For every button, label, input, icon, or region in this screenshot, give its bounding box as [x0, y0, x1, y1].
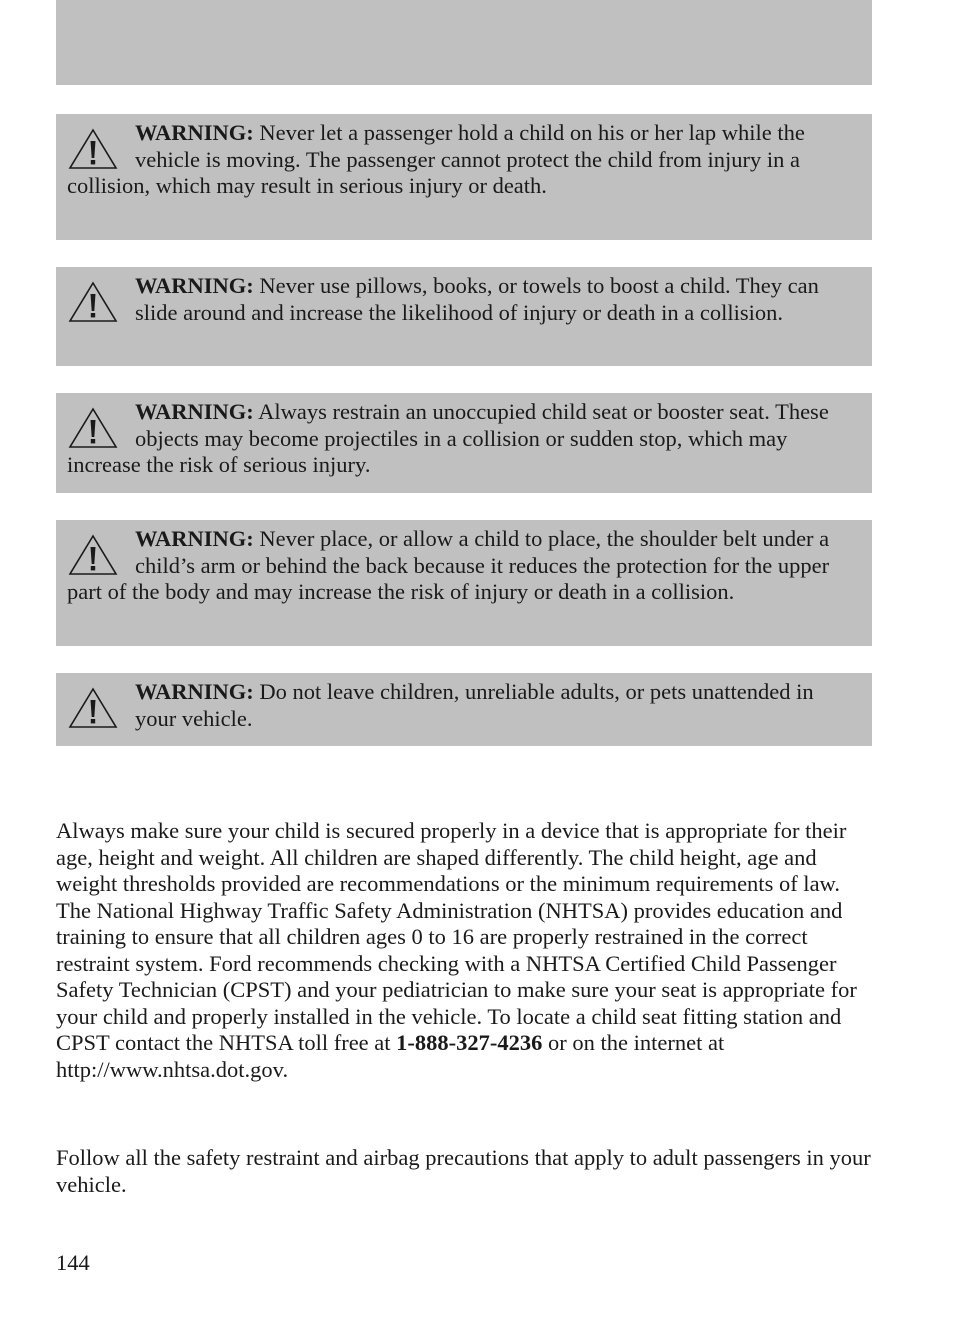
- nhtsa-phone-number: 1-888-327-4236: [396, 1030, 543, 1055]
- warning-box-unoccupied-seat: [56, 393, 872, 493]
- warning-triangle-icon: [67, 280, 119, 324]
- warning-triangle-icon: [67, 686, 119, 730]
- paragraph-text: Always make sure your child is secured properly in a device that is appropriate for their age, height and weight. All children are shaped differently. The child height, age and weight thresholds provided are recommendations or the minimum requirements of law. The National Highway Traffic Safety Administration (NHTSA) provides education and training to ensure that all children ages 0 to 16 are properly restrained in the correct restraint system. Ford recommends checking with a NHTSA Certified Child Passenger Safety Technician (CPST) and your pediatrician to make sure your seat is appropriate for your child and properly installed in the vehicle. To locate a child seat fitting station and CPST contact the NHTSA toll free at: [56, 818, 857, 1055]
- warning-box-boost-child: [56, 267, 872, 366]
- paragraph-text: Follow all the safety restraint and airbag precautions that apply to adult passengers in your vehicle.: [56, 1145, 871, 1197]
- warning-triangle-icon: [67, 406, 119, 450]
- warning-text: Always restrain an unoccupied child seat or booster seat. These objects may become projectiles in a collision or sudden stop, which may increase the risk of serious injury.: [67, 399, 829, 477]
- warning-text: Never let a passenger hold a child on his or her lap while the vehicle is moving. The passenger cannot protect the child from injury in a collision, which may result in serious injury or death.: [67, 120, 805, 198]
- warning-box-unattended: [56, 673, 872, 746]
- body-paragraph-adult-precautions: [56, 1145, 876, 1198]
- warning-text: Never place, or allow a child to place, the shoulder belt under a child’s arm or behind the back because it reduces the protection for the upper part of the body and may increase the risk of injury or death in a collision.: [67, 526, 830, 604]
- warning-triangle-icon: [67, 533, 119, 577]
- warning-box-passenger-lap: [56, 114, 872, 240]
- page-number: 144: [56, 1250, 90, 1275]
- warning-label: WARNING:: [135, 526, 254, 551]
- warning-label: WARNING:: [135, 399, 254, 424]
- warning-label: WARNING:: [135, 273, 254, 298]
- warning-box-shoulder-belt: [56, 520, 872, 646]
- warning-triangle-icon: [67, 127, 119, 171]
- warning-text: Do not leave children, unreliable adults, or pets unattended in your vehicle.: [135, 679, 814, 731]
- warning-text: Never use pillows, books, or towels to boost a child. They can slide around and increase the likelihood of injury or death in a collision.: [135, 273, 819, 325]
- warning-label: WARNING:: [135, 120, 254, 145]
- paragraph-text-end: or on the internet at http://www.nhtsa.dot.gov.: [56, 1030, 725, 1082]
- header-bar: [56, 0, 872, 85]
- warning-label: WARNING:: [135, 679, 254, 704]
- body-paragraph-child-seat-guidance: [56, 818, 876, 1083]
